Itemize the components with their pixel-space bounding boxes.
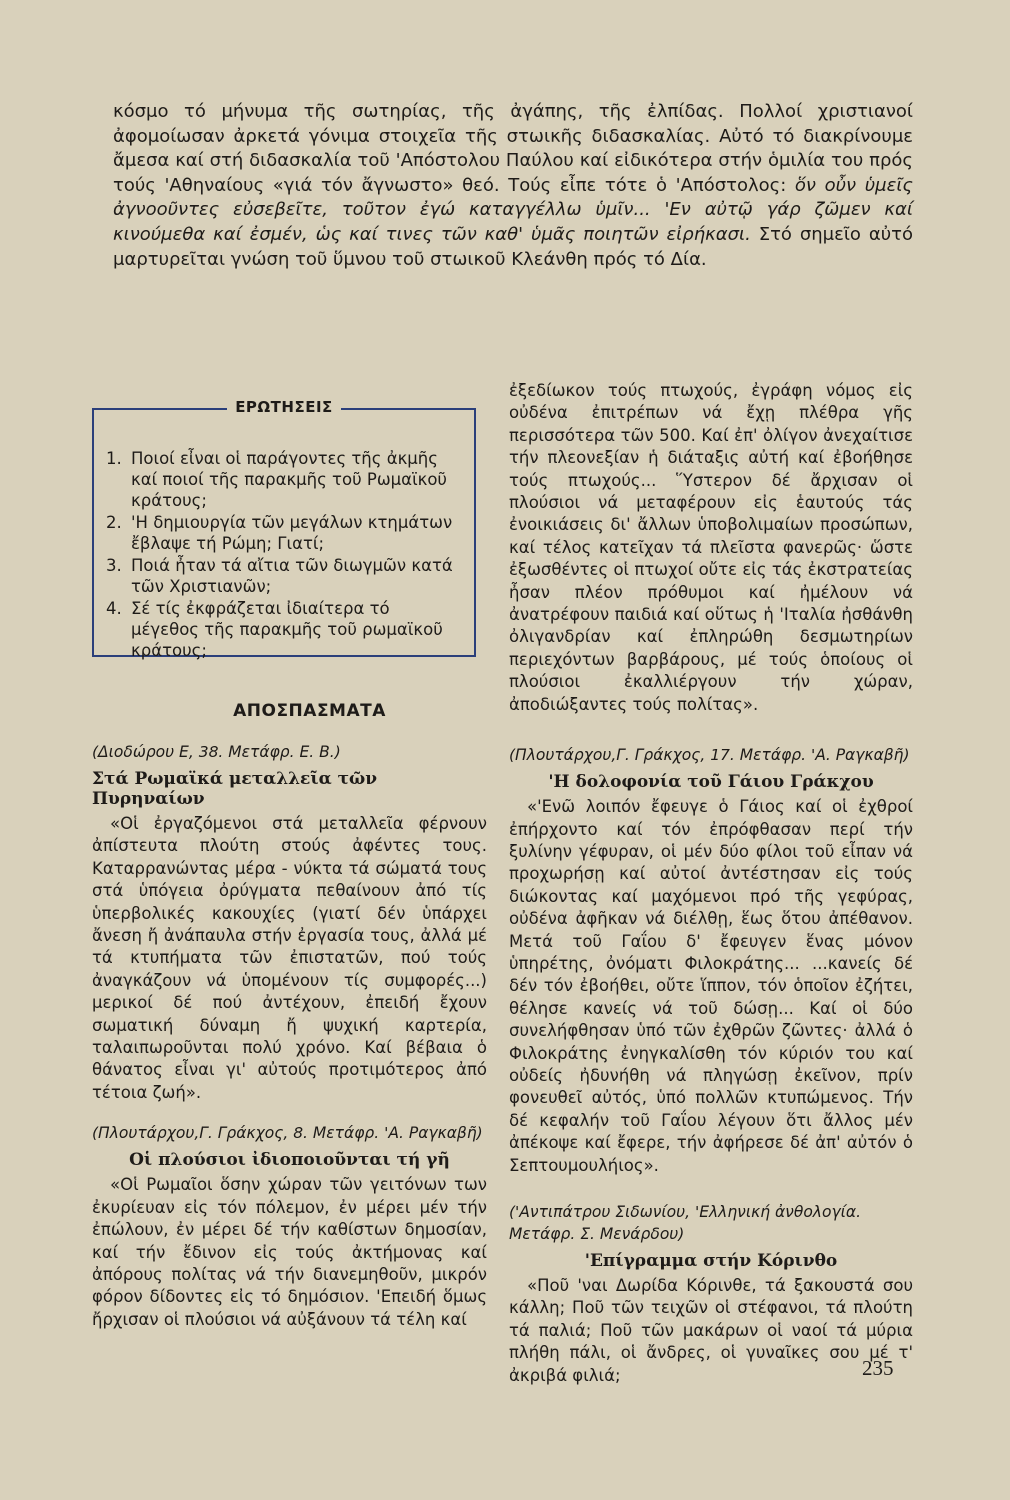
intro-text-2: Στό σημεῖο αὐτό μαρτυρεῖται γνώση τοῦ ὕμνου τοῦ στωικοῦ Κλεάνθη πρός τό Δία. <box>113 223 913 270</box>
question-item: 2. 'Η δημιουργία τῶν μεγάλων κτημάτων ἔβλαψε τή Ρώμη; Γιατί; <box>106 513 453 553</box>
excerpt-3-heading: 'Η δολοφονία τοῦ Γάιου Γράκχου <box>548 772 874 793</box>
excerpt-1-source: (Διοδώρου Ε, 38. Μετάφρ. Ε. Β.) <box>92 743 341 761</box>
questions-title: ΕΡΩΤΗΣΕΙΣ <box>94 398 474 416</box>
excerpt-4-source: ('Αντιπάτρου Σιδωνίου, 'Ελληνική ἀνθολογία. Μετάφρ. Σ. Μενάρδου) <box>509 1203 862 1243</box>
excerpt-2-source: (Πλουτάρχου,Γ. Γράκχος, 8. Μετάφρ. 'Α. Ραγκαβῆ) <box>92 1124 483 1143</box>
excerpt-2-heading: Οἱ πλούσιοι ἰδιοποιοῦνται τή γῆ <box>129 1150 450 1171</box>
excerpt-1-heading: Στά Ρωμαϊκά μεταλλεῖα τῶν Πυρηναίων <box>92 769 378 809</box>
excerpts-title: ΑΠΟΣΠΑΣΜΑΤΑ <box>233 701 386 721</box>
questions-box <box>92 398 476 660</box>
excerpt-2-text: «Οἱ Ρωμαῖοι ὅσην χώραν τῶν γειτόνων των ἐκυρίευαν εἰς τόν πόλεμον, ἐν μέρει μέν τήν ἐπώλουν, ἐν μέρει δέ τήν καθίστων δημοσίαν, καί τήν ἔδινον εἰς τούς ἀκτήμονας καί ἀπόρους πολίτας νά τήν διανεμηθοῦν, μικρόν φόρον δίδοντες εἰς τό δημόσιον. 'Επειδή ὅμως ἤρχισαν οἱ πλούσιοι νά αὐξάνουν τά τέλη καί <box>92 1175 487 1329</box>
intro-paragraph <box>113 100 913 272</box>
intro-text-1: κόσμο τό μήνυμα τῆς σωτηρίας, τῆς ἀγάπης, τῆς ἐλπίδας. Πολλοί χριστιανοί ἀφομοίωσαν ἀρκετά γόνιμα στοιχεῖα τῆς στωικῆς διδασκαλίας. Αὐτό τό διακρίνουμε ἄμεσα καί στή διδασκαλία τοῦ 'Απόστολου Παύλου καί εἰδικότερα στήν ὁμιλία του πρός τούς 'Αθηναίους «γιά τόν ἄγνωστο» θεό. Τούς εἶπε τότε ὁ 'Απόστολος: <box>113 101 913 196</box>
excerpt-4-text: «Ποῦ 'ναι Δωρίδα Κόρινθε, τά ξακουστά σου κάλλη; Ποῦ τῶν τειχῶν οἱ στέφανοι, τά πλούτη τά παλιά; Ποῦ τῶν μακάρων οἱ ναοί τά μύρια πλήθη πάλι, οἱ ἄνδρες, οἱ γυναῖκες σου μέ τ' ἀκριβά φιλιά; <box>509 1276 913 1385</box>
excerpt-3-text: «'Ενῶ λοιπόν ἔφευγε ὁ Γάιος καί οἱ ἐχθροί ἐπήρχοντο καί τόν ἐπρόφθασαν περί τήν ξυλίνην γέφυραν, οἱ μέν δύο φίλοι τοῦ εἶπαν νά προχωρήσῃ καί αὐτοί ἀντέστησαν εἰς τούς διώκοντας καί μαχόμενοι πρό τῆς γεφύρας, οὐδένα ἀφῆκαν νά διέλθῃ, ἕως ὅτου ἀπέθανον. Μετά τοῦ Γαΐου δ' ἔφευγεν ἕνας μόνον ὑπηρέτης, ὀνόματι Φιλοκράτης... ...κανείς δέ δέν τόν ἐβοήθει, οὔτε ἵππον, τόν ὁποῖον ἐζήτει, θέλησε κανείς νά τοῦ δώσῃ... Καί οἱ δύο συνελήφθησαν ὑπό τῶν ἐχθρῶν ζῶντες· ἀλλά ὁ Φιλοκράτης ἐνηγκαλίσθη τόν κύριόν του καί οὐδείς ἠδυνήθη νά πληγώσῃ ἐκεῖνον, πρίν φονευθεῖ αὐτός, ὑπό πολλῶν κτυπώμενος. Τήν δέ κεφαλήν τοῦ Γαΐου λέγουν ὅτι ἄλλος μέν ἀπέκοψε καί ἔφερε, τήν ἀφήρεσε δέ ἀπ' αὐτόν ὁ Σεπτουμουλήιος». <box>509 797 913 1175</box>
apostle-quote: ὅν οὖν ὑμεῖς ἀγνοοῦντες εὐσεβεῖτε, τοῦτον ἐγώ καταγγέλλω ὑμῖν... 'Εν αὐτῷ γάρ ζῶμεν καί κινούμεθα καί ἐσμέν, ὡς καί τινες τῶν καθ' ὑμᾶς ποιητῶν εἰρήκασι. <box>113 174 913 245</box>
question-item: 4. Σέ τίς ἐκφράζεται ἰδιαίτερα τό μέγεθος τῆς παρακμῆς τοῦ ρωμαϊκοῦ κράτους; <box>106 599 443 660</box>
right-column <box>509 380 913 1387</box>
question-item: 3. Ποιά ἦταν τά αἴτια τῶν διωγμῶν κατά τῶν Χριστιανῶν; <box>106 556 453 596</box>
excerpt-3-source: (Πλουτάρχου,Γ. Γράκχος, 17. Μετάφρ. 'Α. Ραγκαβῆ) <box>509 746 910 765</box>
excerpt-2-text-continued: ἐξεδίωκον τούς πτωχούς, ἐγράφη νόμος εἰς οὐδένα ἐπιτρέπων νά ἔχῃ πλέθρα γῆς περισσότερα τῶν 500. Καί ἐπ' ὀλίγον ἀνεχαίτισε τήν πλεονεξίαν ἡ διάταξις αὐτή καί ἐβοήθησε τούς πτωχούς... Ὕστερον δέ ἄρχισαν οἱ πλούσιοι νά μεταφέρουν εἰς ἑαυτούς τάς ἐνοικιάσεις δι' ἄλλων ὑποβολιμαίων προσώπων, καί τέλος κατεῖχαν τά πλεῖστα φανερῶς· ὥστε ἐξωσθέντες οἱ πτωχοί οὔτε εἰς τάς ἐκστρατείας ἦσαν πλέον πρόθυμοι καί ἠμέλουν νά ἀνατρέφουν παιδιά καί οὕτως ἡ 'Ιταλία ἠσθάνθη ὀλιγανδρίαν καί ἐπληρώθη δεσμωτηρίων περιεχόντων βαρβάρους, μέ τούς ὁποίους οἱ πλούσιοι ἐκαλλιέργουν τήν χώραν, ἀποδιώξαντες τούς πολίτας». <box>509 381 913 714</box>
left-column <box>92 400 487 1331</box>
excerpt-1-text: «Οἱ ἐργαζόμενοι στά μεταλλεῖα φέρνουν ἀπίστευτα πλούτη στούς ἀφέντες τους. Καταρρανώντας μέρα - νύκτα τά σώματά τους στά ὑπόγεια ὀρύγματα πεθαίνουν ἀπό τίς ὑπερβολικές κακουχίες (γιατί δέν ὑπάρχει ἄνεση ἤ ἀνάπαυλα στήν ἐργασία τους, ἀλλά μέ τά κτυπήματα τῶν ἐπιστατῶν, πού τούς ἀναγκάζουν νά ὑπομένουν τίς συμφορές...) μερικοί δέ πού ἀντέχουν, ἐπειδή ἔχουν σωματική δύναμη ἤ ψυχική καρτερία, ταλαιπωροῦνται πολύ χρόνο. Καί βέβαια ὁ θάνατος εἶναι γι' αὐτούς προτιμότερος ἀπό τέτοια ζωή». <box>92 814 487 1102</box>
question-item: 1. Ποιοί εἶναι οἱ παράγοντες τῆς ἀκμῆς καί ποιοί τῆς παρακμῆς τοῦ Ρωμαϊκοῦ κράτους; <box>106 449 447 510</box>
excerpt-4-heading: 'Επίγραμμα στήν Κόρινθο <box>584 1251 838 1271</box>
page-number: 235 <box>862 1356 894 1380</box>
questions-list <box>106 448 461 662</box>
excerpt-2-text-start <box>92 1174 487 1331</box>
